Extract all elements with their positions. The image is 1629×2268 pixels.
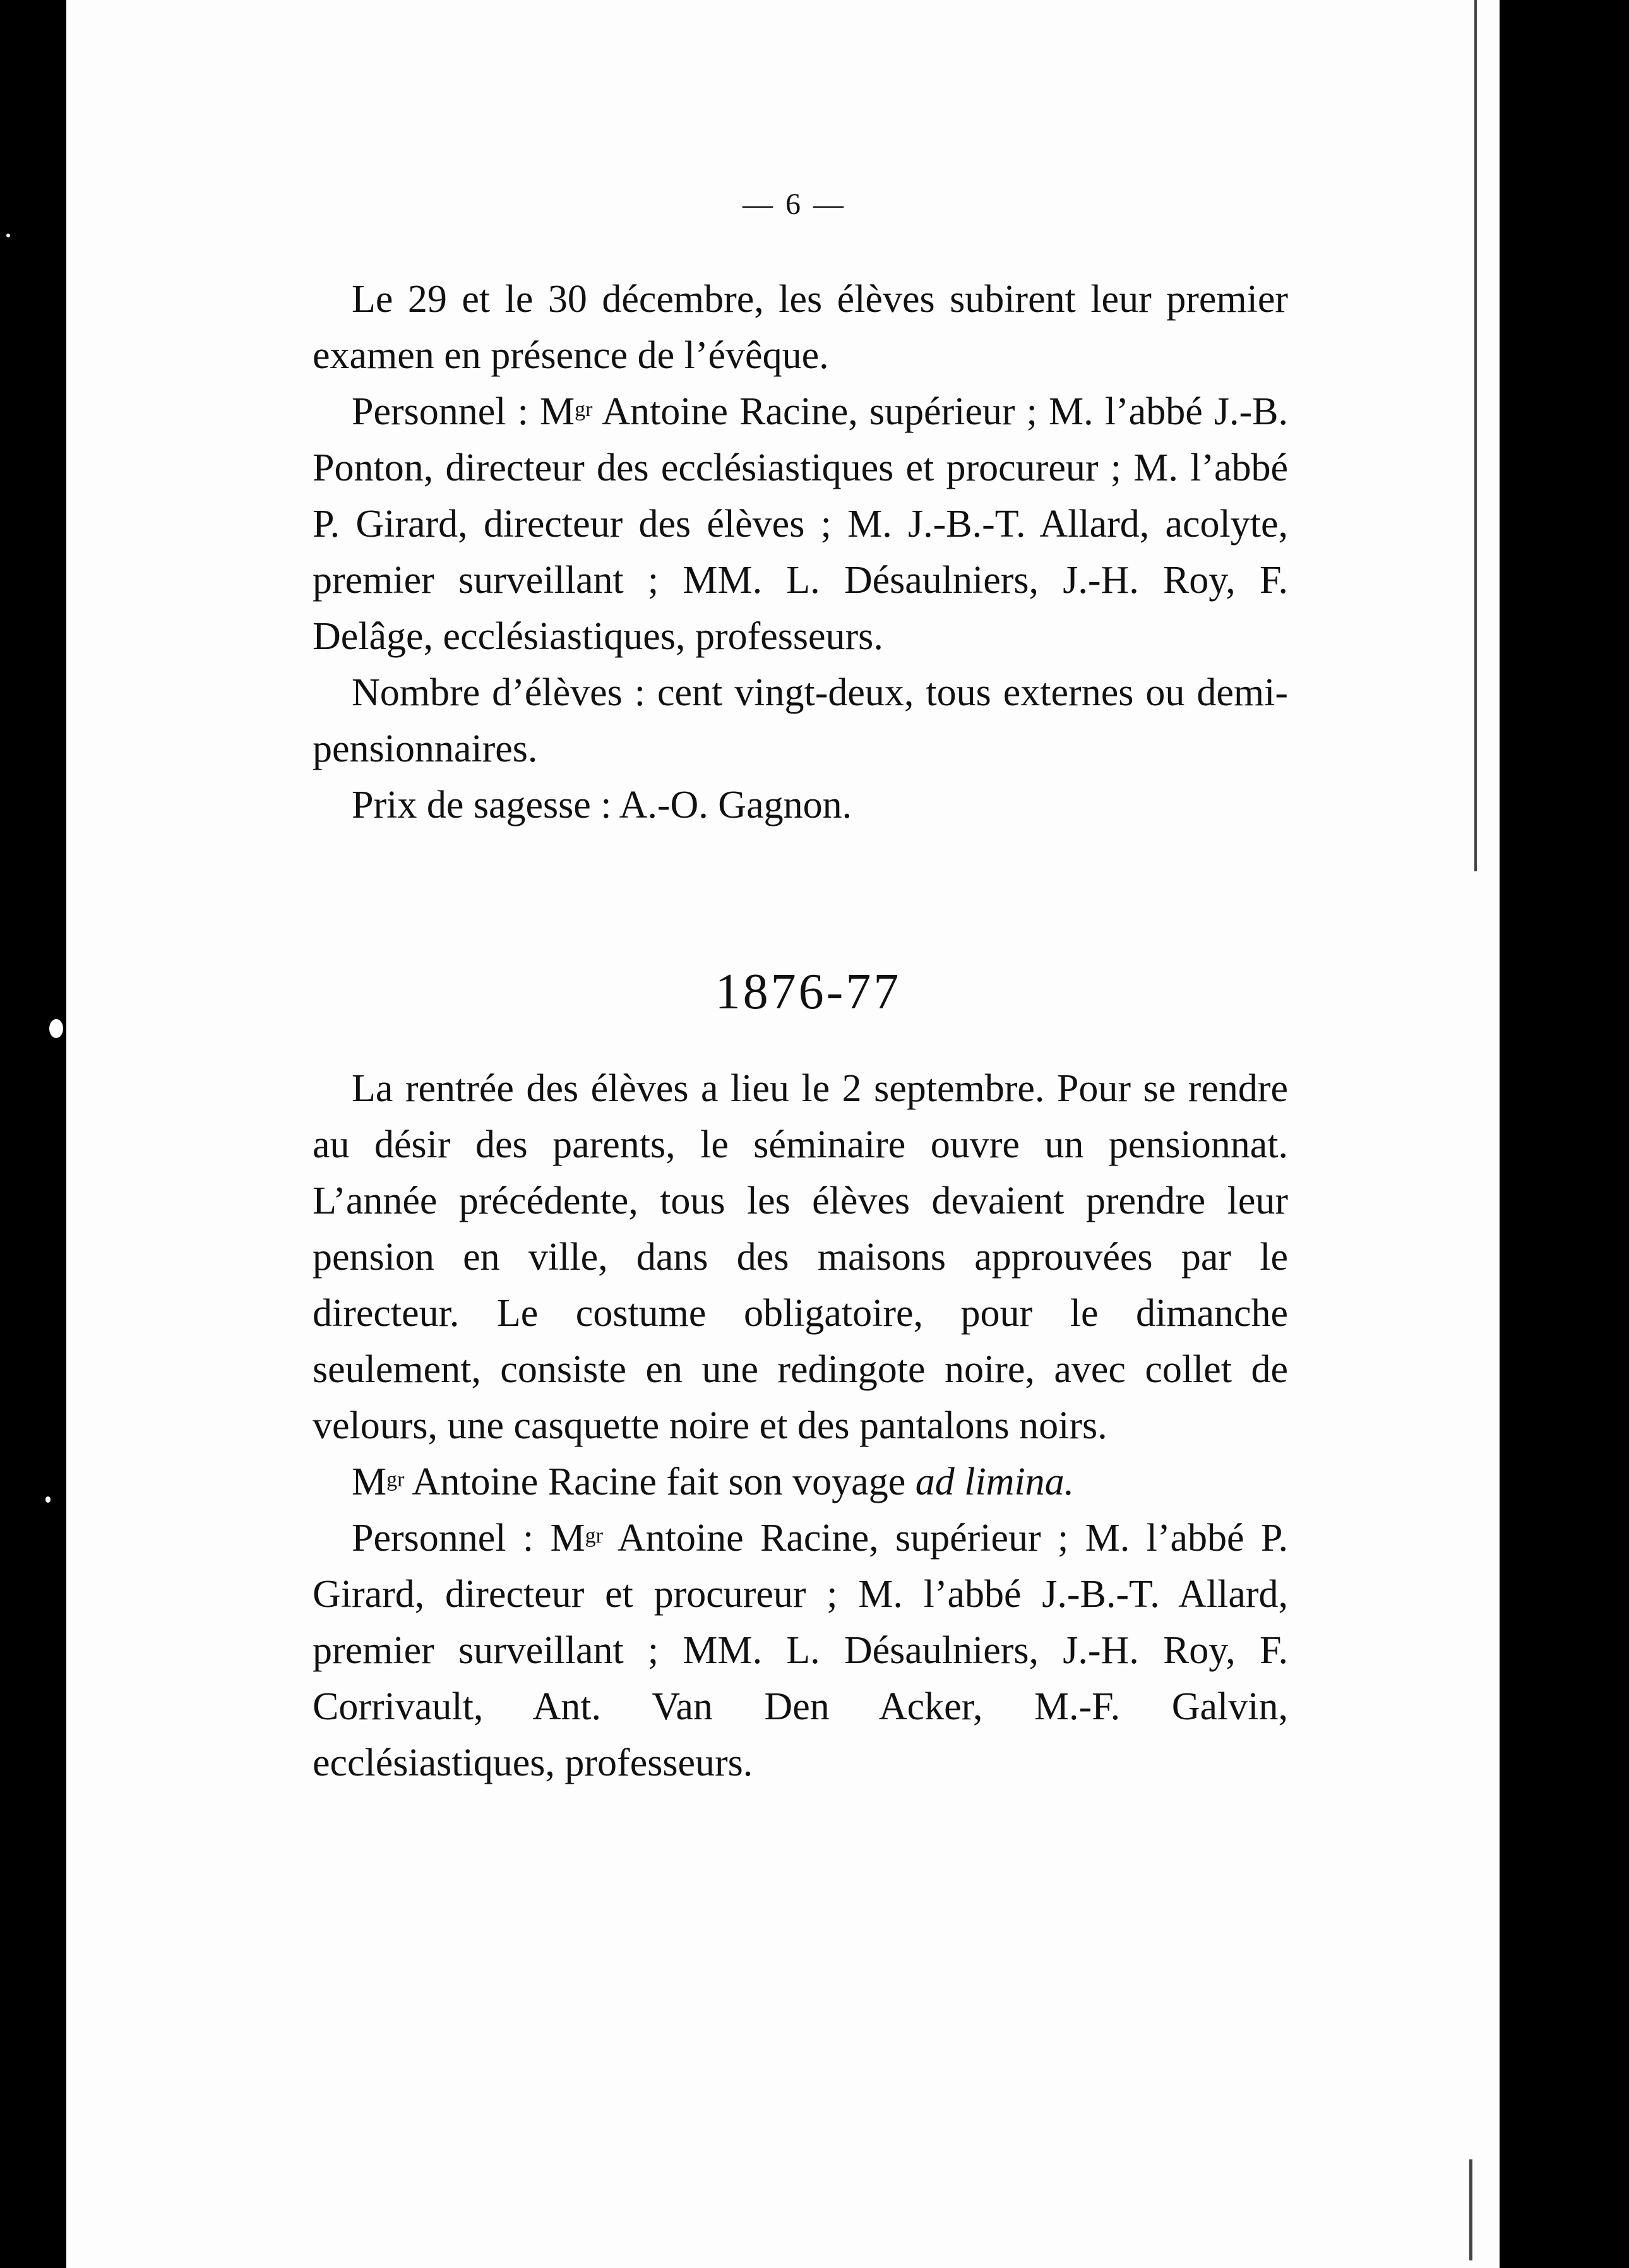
- text-run: Antoine Racine, supérieur ; M. l’abbé P. Girard, directeur et procureur ; M. l’abbé J.-B.-T. Allard, premier surveillant ; MM. L. Désaulniers, J.-H. Roy, F. Corrivault, Ant. Van Den Acker, M.-F. Galvin, ecclésiastiques, professeurs.: [313, 1517, 1289, 1784]
- page-spine-shadow: [1469, 2159, 1472, 2260]
- text-run: Nombre d’élèves : cent vingt-deux, tous externes ou demi-pensionnaires.: [313, 671, 1288, 770]
- paragraph: [313, 1510, 1288, 1791]
- scan-border-left: [0, 0, 66, 2268]
- text-run: Personnel : M: [352, 1517, 585, 1560]
- scan-speck: [6, 234, 10, 237]
- text-run: Antoine Racine fait son voyage: [404, 1460, 916, 1503]
- text-run: Antoine Racine, supérieur ; M. l’abbé J.-B. Ponton, directeur des ecclésiastiques et procureur ; M. l’abbé P. Girard, directeur des élèves ; M. J.-B.-T. Allard, acolyte, premier surveillant ; MM. L. Désaulniers, J.-H. Roy, F. Delâge, ecclésiastiques, professeurs.: [313, 390, 1288, 658]
- scan-border-right: [1500, 0, 1629, 2268]
- italic-text: ad limina.: [915, 1460, 1075, 1503]
- superscript-abbreviation: gr: [386, 1468, 405, 1491]
- superscript-abbreviation: gr: [585, 1524, 603, 1548]
- paragraph: [313, 665, 1288, 777]
- text-run: Le 29 et le 30 décembre, les élèves subirent leur premier examen en présence de l’évêque.: [313, 278, 1288, 377]
- page-spine-shadow: [1474, 0, 1477, 871]
- superscript-abbreviation: gr: [575, 398, 593, 421]
- section-heading-1876-77: 1876-77: [715, 964, 902, 1020]
- text-run: La rentrée des élèves a lieu le 2 septembre. Pour se rendre au désir des parents, le séminaire ouvre un pensionnat. L’année précédente, tous les élèves devaient prendre leur pension en ville, dans des maisons approuvées par le directeur. Le costume obligatoire, pour le dimanche seulement, consiste en une redingote noire, avec collet de velours, une casquette noire et des pantalons noirs.: [313, 1067, 1288, 1447]
- paragraph: [313, 1061, 1288, 1454]
- paragraph: [313, 272, 1288, 384]
- text-run: Prix de sagesse : A.-O. Gagnon.: [352, 784, 852, 827]
- section-1876-body: [313, 1061, 1288, 1791]
- page-number: — 6 —: [743, 188, 846, 221]
- text-run: Personnel : M: [352, 390, 575, 433]
- paragraph: [313, 384, 1288, 665]
- text-run: M: [352, 1460, 387, 1503]
- section-1875-body: [313, 272, 1288, 833]
- scan-speck: [45, 1496, 51, 1503]
- paragraph: [313, 1454, 1288, 1510]
- paragraph: [313, 777, 1288, 833]
- scan-speck: [49, 1019, 63, 1038]
